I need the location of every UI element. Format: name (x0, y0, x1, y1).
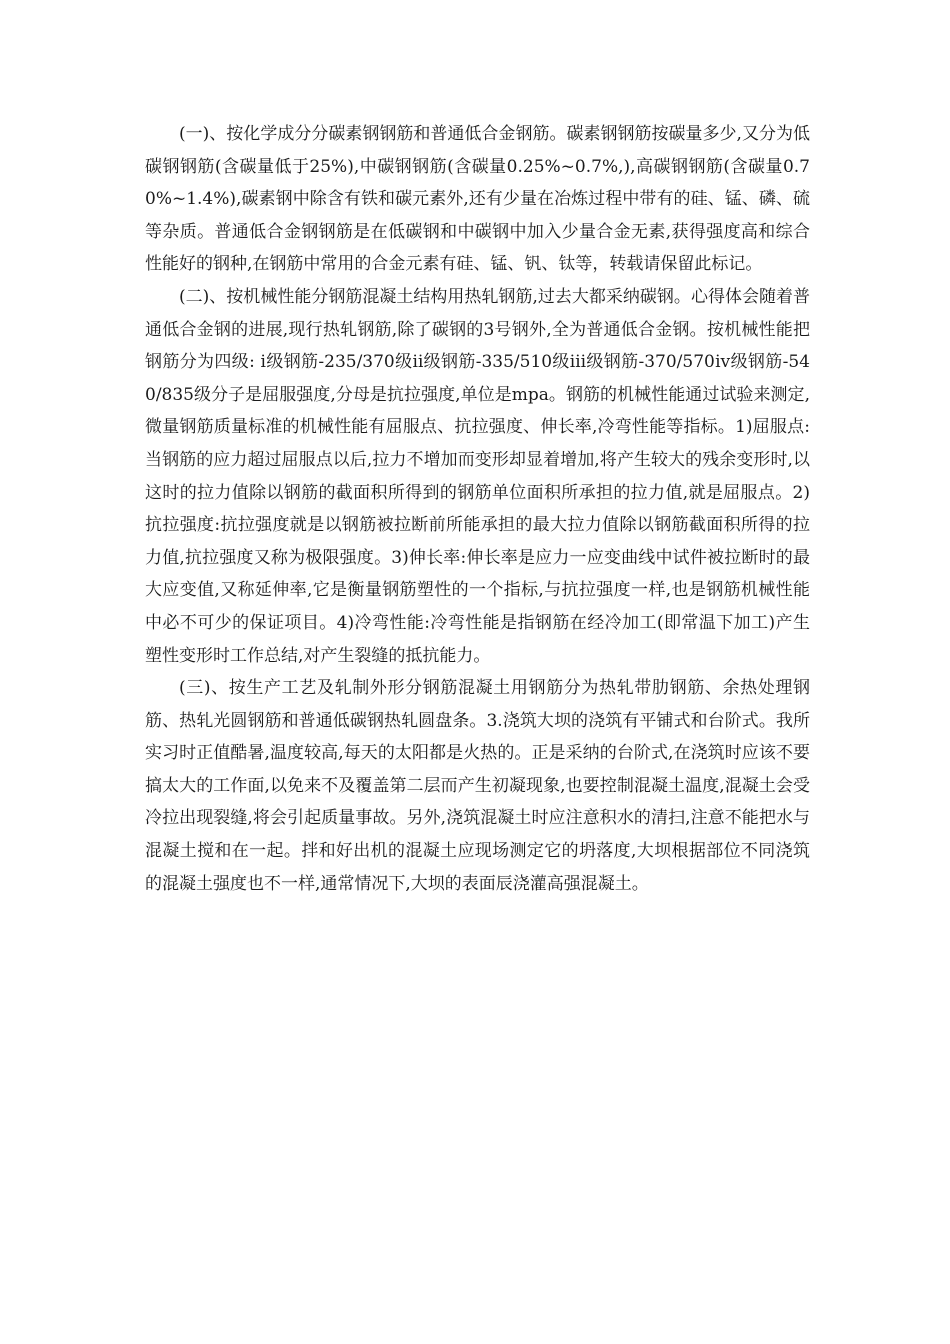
paragraph-production-process: (三)、按生产工艺及轧制外形分钢筋混凝土用钢筋分为热轧带肋钢筋、余热处理钢筋、热轧光圆钢筋和普通低碳钢热轧圆盘条。3.浇筑大坝的浇筑有平铺式和台阶式。我所实习时正值酷暑,温度较高,每天的太阳都是火热的。正是采纳的台阶式,在浇筑时应该不要搞太大的工作面,以免来不及覆盖第二层而产生初凝现象,也要控制混凝土温度,混凝土会受冷拉出现裂缝,将会引起质量事故。另外,浇筑混凝土时应注意积水的清扫,注意不能把水与混凝土搅和在一起。拌和好出机的混凝土应现场测定它的坍落度,大坝根据部位不同浇筑的混凝土强度也不一样,通常情况下,大坝的表面辰浇灌高强混凝土。 (145, 678, 810, 894)
paragraph-mechanical-properties: (二)、按机械性能分钢筋混凝土结构用热轧钢筋,过去大都采纳碳钢。心得体会随着普通低合金钢的进展,现行热轧钢筋,除了碳钢的3号钢外,全为普通低合金钢。按机械性能把钢筋分为四级: ⅰ级钢筋-235/370级ⅱ级钢筋-335/510级ⅲ级钢筋-370/570ⅳ级钢筋-540/835级分子是屈服强度,分母是抗拉强度,单位是mpa。钢筋的机械性能通过试验来测定,微量钢筋质量标准的机械性能有屈服点、抗拉强度、伸长率,冷弯性能等指标。1)屈服点:当钢筋的应力超过屈服点以后,拉力不增加而变形却显着增加,将产生较大的残余变形时,以这时的拉力值除以钢筋的截面积所得到的钢筋单位面积所承担的拉力值,就是屈服点。2)抗拉强度:抗拉强度就是以钢筋被拉断前所能承担的最大拉力值除以钢筋截面积所得的拉力值,抗拉强度又称为极限强度。3)伸长率:伸长率是应力一应变曲线中试件被拉断时的最大应变值,又称延伸率,它是衡量钢筋塑性的一个指标,与抗拉强度一样,也是钢筋机械性能中必不可少的保证项目。4)冷弯性能:冷弯性能是指钢筋在经冷加工(即常温下加工)产生塑性变形时工作总结,对产生裂缝的抵抗能力。 (145, 286, 810, 666)
document-body (145, 118, 810, 900)
paragraph-chemical-composition: (一)、按化学成分分碳素钢钢筋和普通低合金钢筋。碳素钢钢筋按碳量多少,又分为低碳钢钢筋(含碳量低于25%),中碳钢钢筋(含碳量0.25%~0.7%,),高碳钢钢筋(含碳量0.70%~1.4%),碳素钢中除含有铁和碳元素外,还有少量在冶炼过程中带有的硅、锰、磷、硫等杂质。普通低合金钢钢筋是在低碳钢和中碳钢中加入少量合金无素,获得强度高和综合性能好的钢种,在钢筋中常用的合金元素有硅、锰、钒、钛等，转载请保留此标记。 (145, 124, 810, 275)
